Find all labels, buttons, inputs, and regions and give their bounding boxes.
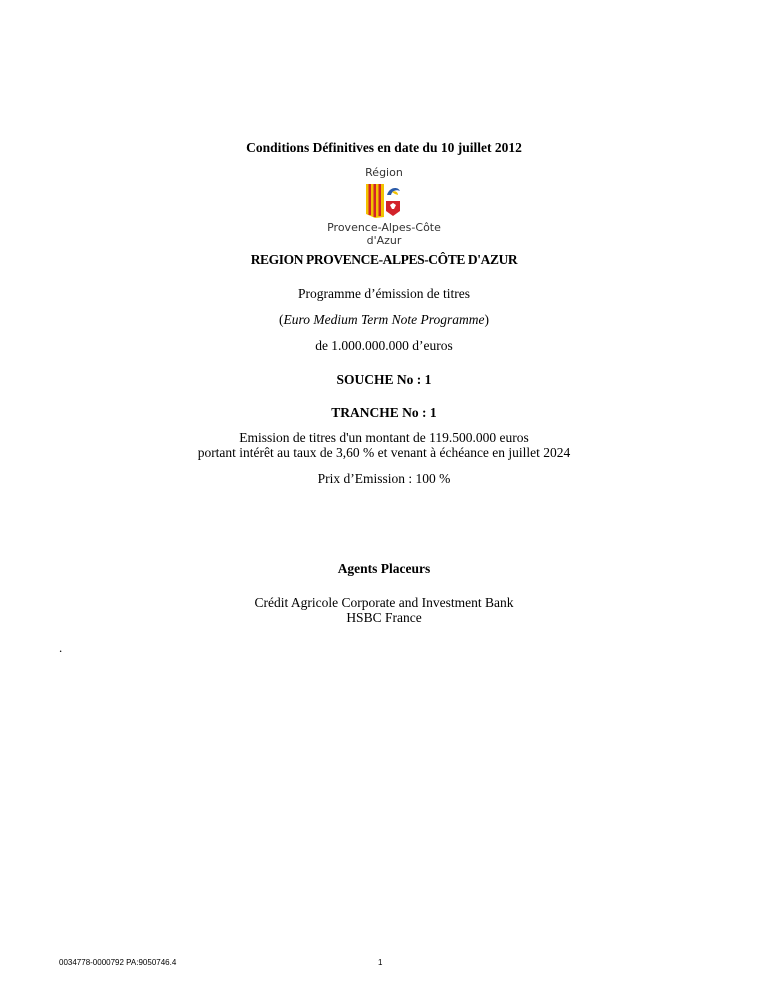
- souche-number: SOUCHE No : 1: [336, 372, 432, 387]
- logo-bottom-text: Provence-Alpes-Côte d'Azur: [327, 221, 441, 247]
- logo-top-text: Région: [365, 166, 403, 179]
- programme-name: [0, 311, 768, 328]
- footer-reference: 0034778-0000792 PA:9050746.4: [59, 958, 177, 967]
- page-number: 1: [378, 958, 383, 967]
- region-logo: [310, 164, 458, 247]
- agent-credit-agricole: Crédit Agricole Corporate and Investment Bank: [254, 595, 514, 610]
- issue-price: Prix d’Emission : 100 %: [317, 471, 451, 486]
- paren-open: (: [279, 312, 284, 327]
- stray-mark: .: [59, 640, 63, 655]
- agents-title: Agents Placeurs: [337, 561, 431, 576]
- agent-hsbc: HSBC France: [346, 610, 422, 625]
- emission-line-1: Emission de titres d'un montant de 119.500.000 euros: [239, 430, 529, 445]
- coat-of-arms-icon: [365, 183, 403, 219]
- document-header: Conditions Définitives en date du 10 juillet 2012: [246, 140, 522, 155]
- emission-line-2: portant intérêt au taux de 3,60 % et venant à échéance en juillet 2024: [197, 445, 571, 460]
- programme-name-italic: Euro Medium Term Note Programme: [283, 312, 485, 327]
- tranche-number: TRANCHE No : 1: [331, 405, 437, 420]
- programme-amount: de 1.000.000.000 d’euros: [315, 338, 453, 353]
- paren-close: ): [484, 312, 489, 327]
- issuer-title: REGION PROVENCE-ALPES-CÔTE D'AZUR: [250, 252, 518, 267]
- programme-line: Programme d’émission de titres: [297, 286, 471, 301]
